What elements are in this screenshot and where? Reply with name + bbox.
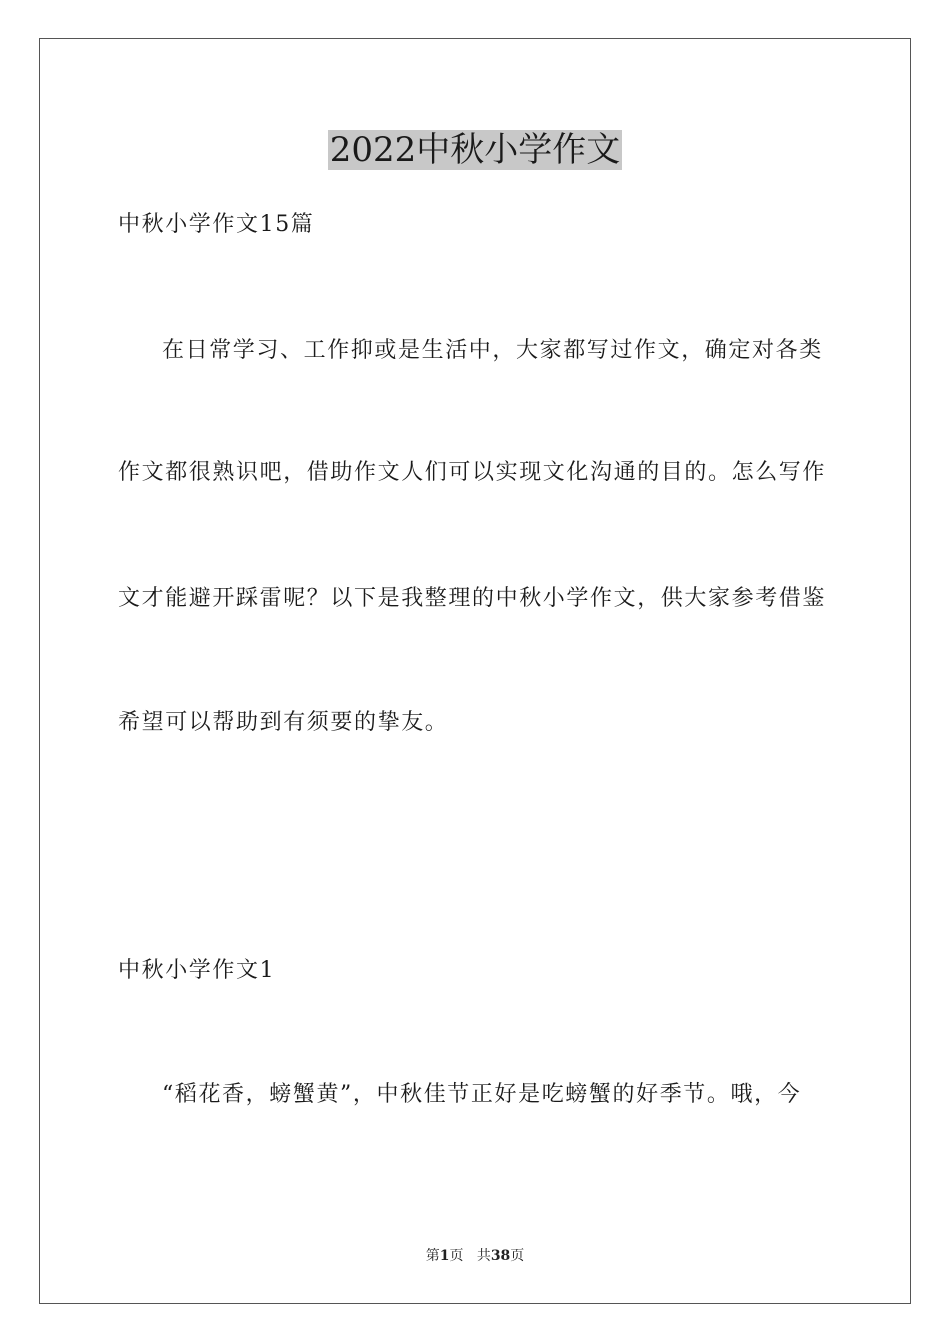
intro-paragraph-line: 在日常学习、工作抑或是生活中，大家都写过作文，确定对各类 <box>162 338 823 363</box>
section-paragraph-line: “稻花香，螃蟹黄”，中秋佳节正好是吃螃蟹的好季节。哦，今 <box>162 1082 802 1107</box>
footer-page-prefix: 第 <box>425 1248 440 1264</box>
intro-paragraph-line: 文才能避开踩雷呢？以下是我整理的中秋小学作文，供大家参考借鉴 <box>118 586 827 611</box>
intro-paragraph-line: 希望可以帮助到有须要的挚友。 <box>118 710 449 735</box>
footer-page-suffix: 页 <box>449 1248 464 1264</box>
page-title <box>0 128 950 172</box>
footer-total-pages: 38 <box>490 1248 511 1264</box>
intro-paragraph-line: 作文都很熟识吧，借助作文人们可以实现文化沟通的目的。怎么写作 <box>118 460 827 485</box>
footer-total-prefix: 共 <box>476 1248 491 1264</box>
page-footer <box>0 1246 950 1266</box>
footer-page-number: 1 <box>439 1248 450 1264</box>
document-subtitle: 中秋小学作文15篇 <box>118 212 315 237</box>
page-title-text: 2022中秋小学作文 <box>329 130 621 170</box>
footer-total-suffix: 页 <box>510 1248 525 1264</box>
section-heading: 中秋小学作文1 <box>118 958 276 983</box>
